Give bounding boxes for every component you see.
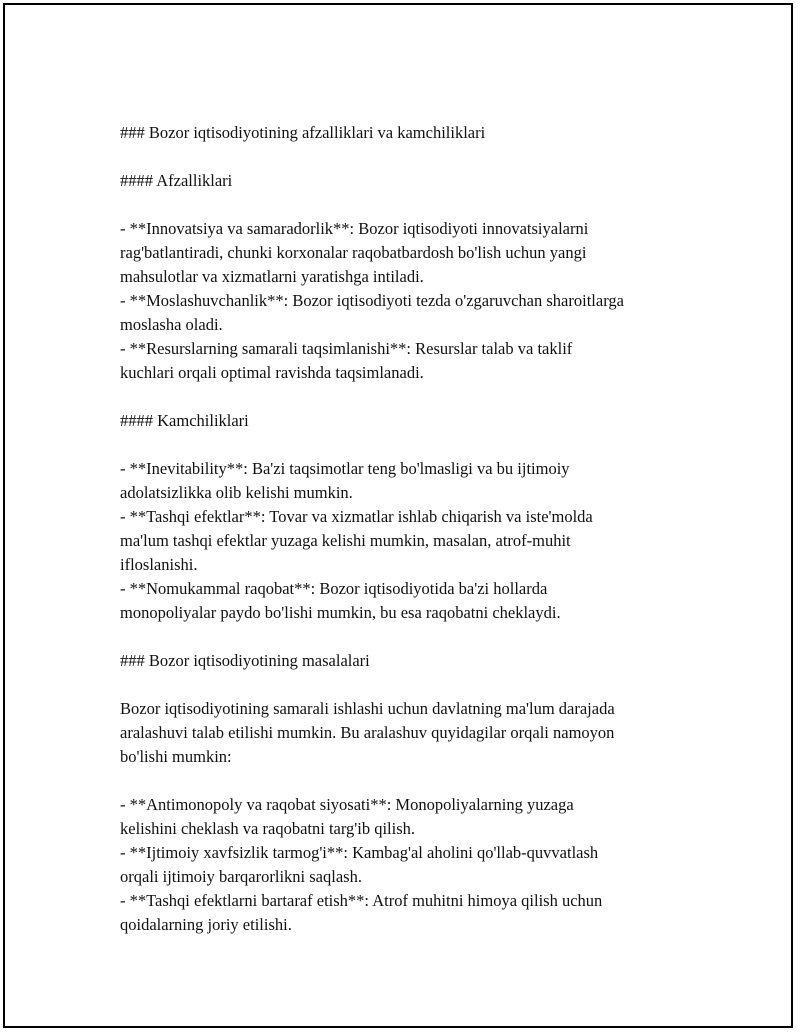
document-body: [120, 121, 700, 937]
page-frame: [3, 3, 793, 1028]
blank-line: [120, 193, 700, 217]
list-item-resurslar: - **Resurslarning samarali taqsimlanishi**: Resurslar talab va taklif kuchlari orqali optimal ravishda taqsimlanadi.: [120, 339, 573, 382]
heading-masalalari: ### Bozor iqtisodiyotining masalalari: [120, 651, 370, 670]
blank-line: [120, 769, 700, 793]
list-item-moslashuvchanlik: - **Moslashuvchanlik**: Bozor iqtisodiyoti tezda o'zgaruvchan sharoitlarga moslasha oladi.: [120, 291, 624, 334]
list-item-inevitability: - **Inevitability**: Ba'zi taqsimotlar teng bo'lmasligi va bu ijtimoiy adolatsizlikka olib kelishi mumkin.: [120, 459, 570, 502]
blank-line: [120, 625, 700, 649]
list-item-tashqi-efektlarni-bartaraf: - **Tashqi efektlarni bartaraf etish**: Atrof muhitni himoya qilish uchun qoidalarning joriy etilishi.: [120, 891, 603, 934]
heading-kamchiliklari: #### Kamchiliklari: [120, 411, 249, 430]
list-item-innovatsiya: - **Innovatsiya va samaradorlik**: Bozor iqtisodiyoti innovatsiyalarni rag'batlantiradi, chunki korxonalar raqobatbardosh bo'lish uchun yangi mahsulotlar va xizmatlarni yaratishga intiladi.: [120, 219, 589, 286]
list-item-nomukammal-raqobat: - **Nomukammal raqobat**: Bozor iqtisodiyotida ba'zi hollarda monopoliyalar paydo bo'lishi mumkin, bu esa raqobatni cheklaydi.: [120, 579, 561, 622]
blank-line: [120, 145, 700, 169]
blank-line: [120, 673, 700, 697]
list-item-ijtimoiy-xavfsizlik: - **Ijtimoiy xavfsizlik tarmog'i**: Kambag'al aholini qo'llab-quvvatlash orqali ijtimoiy barqarorlikni saqlash.: [120, 843, 599, 886]
heading-afzalliklari: #### Afzalliklari: [120, 171, 233, 190]
blank-line: [120, 433, 700, 457]
paragraph-intro: Bozor iqtisodiyotining samarali ishlashi uchun davlatning ma'lum darajada aralashuvi talab etilishi mumkin. Bu aralashuv quyidagilar orqali namoyon bo'lishi mumkin:: [120, 699, 615, 766]
blank-line: [120, 385, 700, 409]
heading-main: ### Bozor iqtisodiyotining afzalliklari va kamchiliklari: [120, 123, 486, 142]
list-item-tashqi-efektlar: - **Tashqi efektlar**: Tovar va xizmatlar ishlab chiqarish va iste'molda ma'lum tashqi efektlar yuzaga kelishi mumkin, masalan, atrof-muhit ifloslanishi.: [120, 507, 593, 574]
list-item-antimonopoly: - **Antimonopoly va raqobat siyosati**: Monopoliyalarning yuzaga kelishini cheklash va raqobatni targ'ib qilish.: [120, 795, 574, 838]
